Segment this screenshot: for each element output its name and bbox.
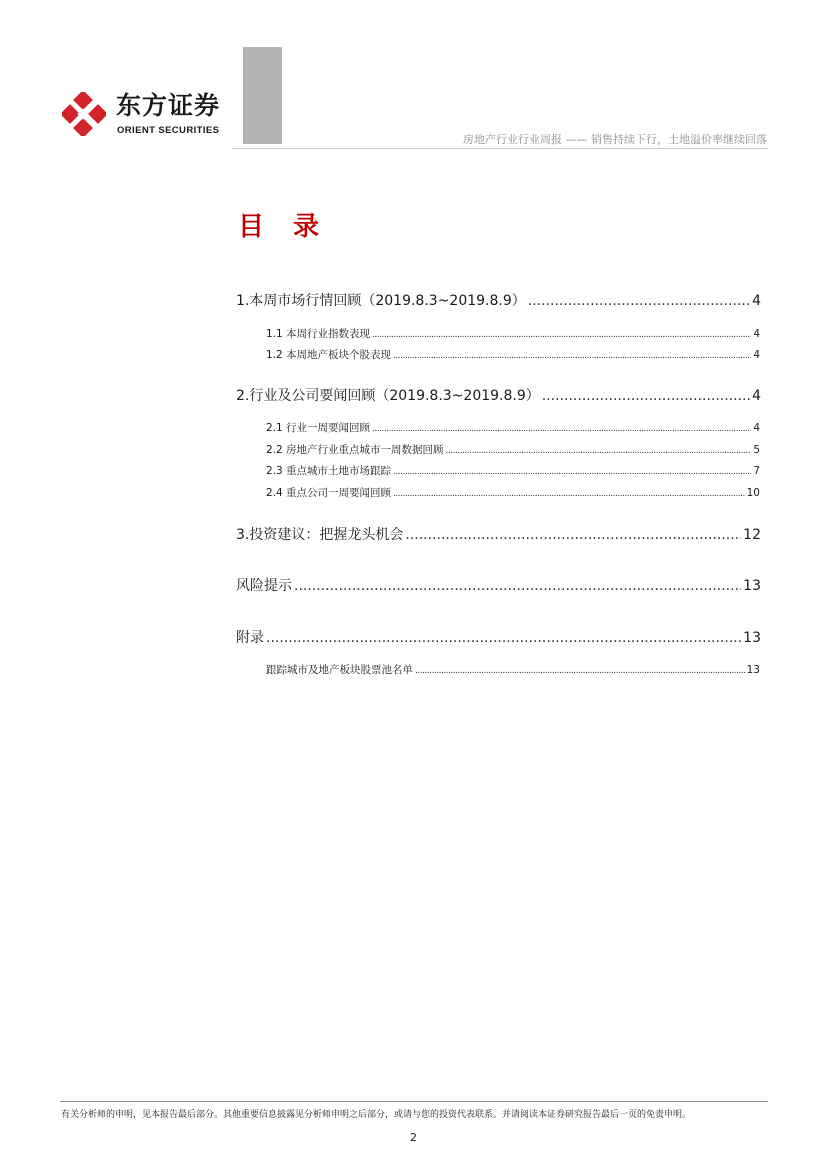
- toc-entry[interactable]: [236, 627, 761, 647]
- toc-entry-label: 3.投资建议：把握龙头机会: [236, 527, 404, 543]
- toc-entry-page: 4: [752, 293, 761, 309]
- toc-entry-page: 5: [753, 444, 760, 456]
- toc-entry-label: 2.1 行业一周要闻回顾: [266, 422, 371, 434]
- toc-entry[interactable]: [266, 485, 760, 500]
- toc-leader-dots: [393, 489, 745, 499]
- toc-entry-page: 4: [753, 349, 760, 361]
- toc-entry[interactable]: [236, 524, 761, 544]
- toc-leader-dots: [528, 293, 750, 309]
- report-title: 房地产行业行业周报 —— 销售持续下行，土地溢价率继续回落: [463, 133, 767, 146]
- toc-entry[interactable]: [266, 347, 760, 362]
- header-decoration-bar: [243, 47, 282, 144]
- toc-entry-page: 13: [743, 630, 761, 646]
- toc-entry[interactable]: [236, 575, 761, 595]
- toc-entry-page: 4: [752, 388, 761, 404]
- toc-entry-page: 13: [746, 664, 760, 676]
- toc-leader-dots: [405, 527, 741, 543]
- orient-securities-logo-icon: [62, 92, 106, 136]
- toc-entry[interactable]: [266, 442, 760, 457]
- toc-leader-dots: [294, 578, 741, 594]
- header-divider: [232, 148, 768, 149]
- toc-entry-page: 10: [746, 487, 760, 499]
- footer-divider: [60, 1101, 768, 1102]
- toc-entry-label: 1.1 本周行业指数表现: [266, 328, 371, 340]
- toc-entry[interactable]: [266, 662, 760, 677]
- toc-entry-label: 附录: [236, 630, 264, 646]
- toc-entry-label: 2.行业及公司要闻回顾（2019.8.3~2019.8.9）: [236, 388, 540, 404]
- toc-entry[interactable]: [236, 290, 761, 310]
- toc-entry-label: 2.3 重点城市土地市场跟踪: [266, 465, 392, 477]
- toc-leader-dots: [446, 446, 752, 456]
- toc-leader-dots: [542, 388, 750, 404]
- page-number: 2: [410, 1131, 417, 1144]
- brand-name-cn: 东方证券: [116, 91, 221, 120]
- toc-leader-dots: [415, 666, 745, 676]
- toc-entry-page: 4: [753, 328, 760, 340]
- toc-leader-dots: [266, 630, 741, 646]
- toc-leader-dots: [393, 351, 751, 361]
- toc-entry-label: 风险提示: [236, 578, 292, 594]
- toc-entry-label: 2.2 房地产行业重点城市一周数据回顾: [266, 444, 444, 456]
- toc-entry[interactable]: [236, 385, 761, 405]
- toc-leader-dots: [372, 330, 751, 340]
- toc-entry-label: 1.2 本周地产板块个股表现: [266, 349, 392, 361]
- toc-entry-page: 12: [743, 527, 761, 543]
- toc-heading: 目 录: [238, 212, 330, 242]
- brand-name-en: ORIENT SECURITIES: [117, 125, 220, 136]
- toc-entry-label: 2.4 重点公司一周要闻回顾: [266, 487, 392, 499]
- toc-entry-page: 4: [753, 422, 760, 434]
- toc-entry[interactable]: [266, 463, 760, 478]
- toc-entry-page: 7: [753, 465, 760, 477]
- toc-entry[interactable]: [266, 420, 760, 435]
- toc-leader-dots: [372, 424, 751, 434]
- toc-entry-label: 1.本周市场行情回顾（2019.8.3~2019.8.9）: [236, 293, 526, 309]
- toc-entry-page: 13: [743, 578, 761, 594]
- toc-leader-dots: [393, 467, 751, 477]
- footer-disclaimer: 有关分析师的申明，见本报告最后部分。其他重要信息披露见分析师申明之后部分，或请与您的投资代表联系。并请阅读本证券研究报告最后一页的免责申明。: [61, 1110, 692, 1120]
- toc-entry-label: 跟踪城市及地产板块股票池名单: [266, 664, 413, 676]
- toc-entry[interactable]: [266, 326, 760, 341]
